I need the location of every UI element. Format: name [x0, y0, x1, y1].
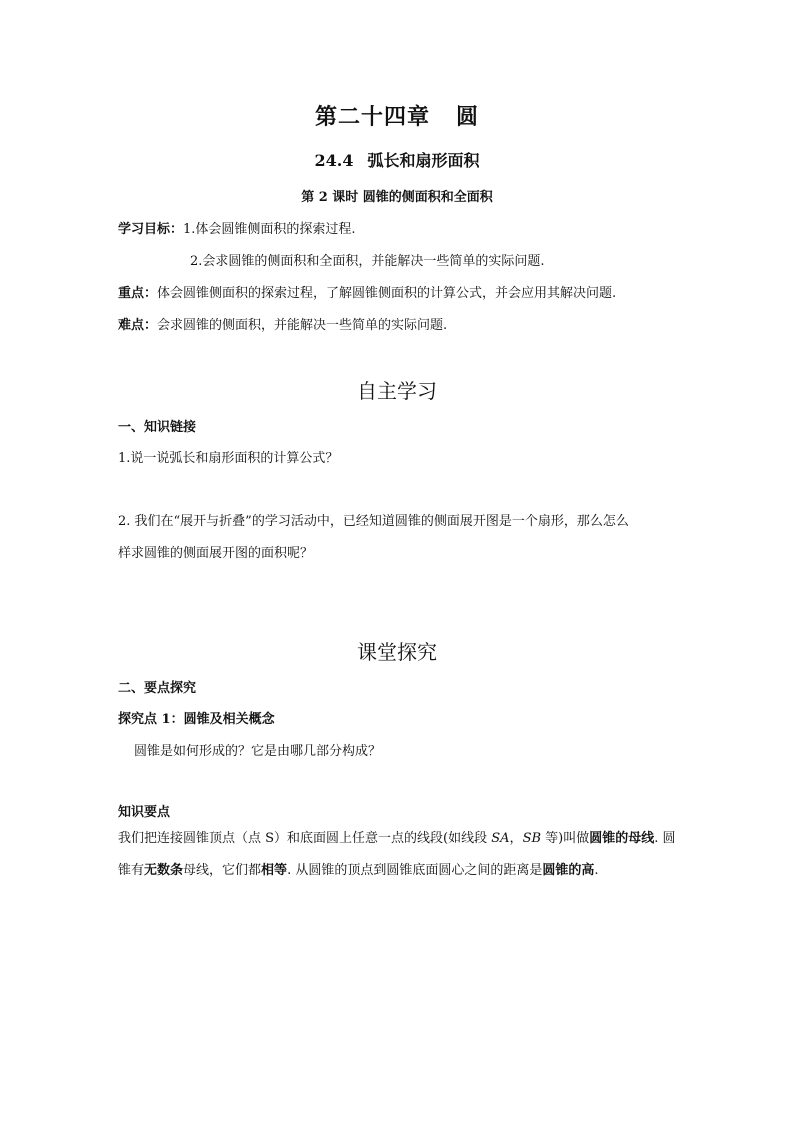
term-generatrix: 圆锥的母线 — [589, 831, 655, 846]
explore-point-1-question: 圆锥是如何形成的？它是由哪几部分构成？ — [134, 744, 382, 759]
class-explore-heading: 课堂探究 — [357, 640, 437, 664]
section-name: 弧长和扇形面积 — [367, 151, 480, 170]
knowledge-text-4: 母线，它们都 — [183, 863, 262, 878]
objectives-label: 学习目标： — [118, 222, 184, 237]
question-2-line-2: 样求圆锥的侧面展开图的面积呢？ — [118, 546, 314, 561]
chapter-name: 圆 — [456, 104, 480, 130]
knowledge-text-2: 等)叫做 — [541, 831, 590, 846]
knowledge-text-1: 我们把连接圆锥顶点（点 S）和底面圆上任意一点的线段(如线段 — [118, 831, 492, 846]
difficulty-label: 难点： — [118, 318, 158, 333]
knowledge-link-title: 一、知识链接 — [118, 420, 197, 435]
difficulty — [118, 314, 447, 333]
segment-sb: SB — [522, 831, 542, 846]
objective-1: 1.体会圆锥侧面积的探索过程. — [183, 222, 356, 237]
objective-2: 2.会求圆锥的侧面积和全面积，并能解决一些简单的实际问题. — [190, 254, 545, 269]
term-height: 圆锥的高 — [542, 863, 595, 878]
difficulty-text: 会求圆锥的侧面积，并能解决一些简单的实际问题. — [157, 318, 448, 333]
objectives-line-1 — [118, 218, 356, 237]
knowledge-paragraph — [118, 823, 678, 887]
question-1: 1.说一说弧长和扇形面积的计算公式？ — [118, 451, 339, 466]
knowledge-text-5: . 从圆锥的顶点到圆锥底面圆心之间的距离是 — [287, 863, 543, 878]
lesson-title: 第 2 课时 圆锥的侧面积和全面积 — [301, 190, 493, 205]
knowledge-points-title: 知识要点 — [118, 805, 171, 820]
knowledge-text-6: . — [594, 863, 599, 878]
segment-sa: SA — [491, 831, 510, 846]
chapter-number: 第二十四章 — [314, 104, 430, 130]
key-explore-title: 二、要点探究 — [118, 681, 197, 696]
explore-point-1-title: 探究点 1：圆锥及相关概念 — [118, 712, 275, 727]
key-point-label: 重点： — [118, 286, 158, 301]
section-number: 24.4 — [314, 151, 354, 170]
section-title — [0, 148, 794, 171]
term-equal: 相等 — [261, 863, 288, 878]
question-2-line-1: 2. 我们在“展开与折叠”的学习活动中，已经知道圆锥的侧面展开图是一个扇形，那么怎么 — [118, 514, 629, 529]
knowledge-comma: ， — [509, 831, 523, 846]
key-point — [118, 282, 616, 301]
key-point-text: 体会圆锥侧面积的探索过程，了解圆锥侧面积的计算公式，并会应用其解决问题. — [157, 286, 617, 301]
term-infinite: 无数条 — [144, 863, 184, 878]
chapter-title — [0, 100, 794, 131]
self-study-heading: 自主学习 — [357, 379, 437, 403]
knowledge-text-3: . 圆锥有 — [118, 831, 676, 878]
